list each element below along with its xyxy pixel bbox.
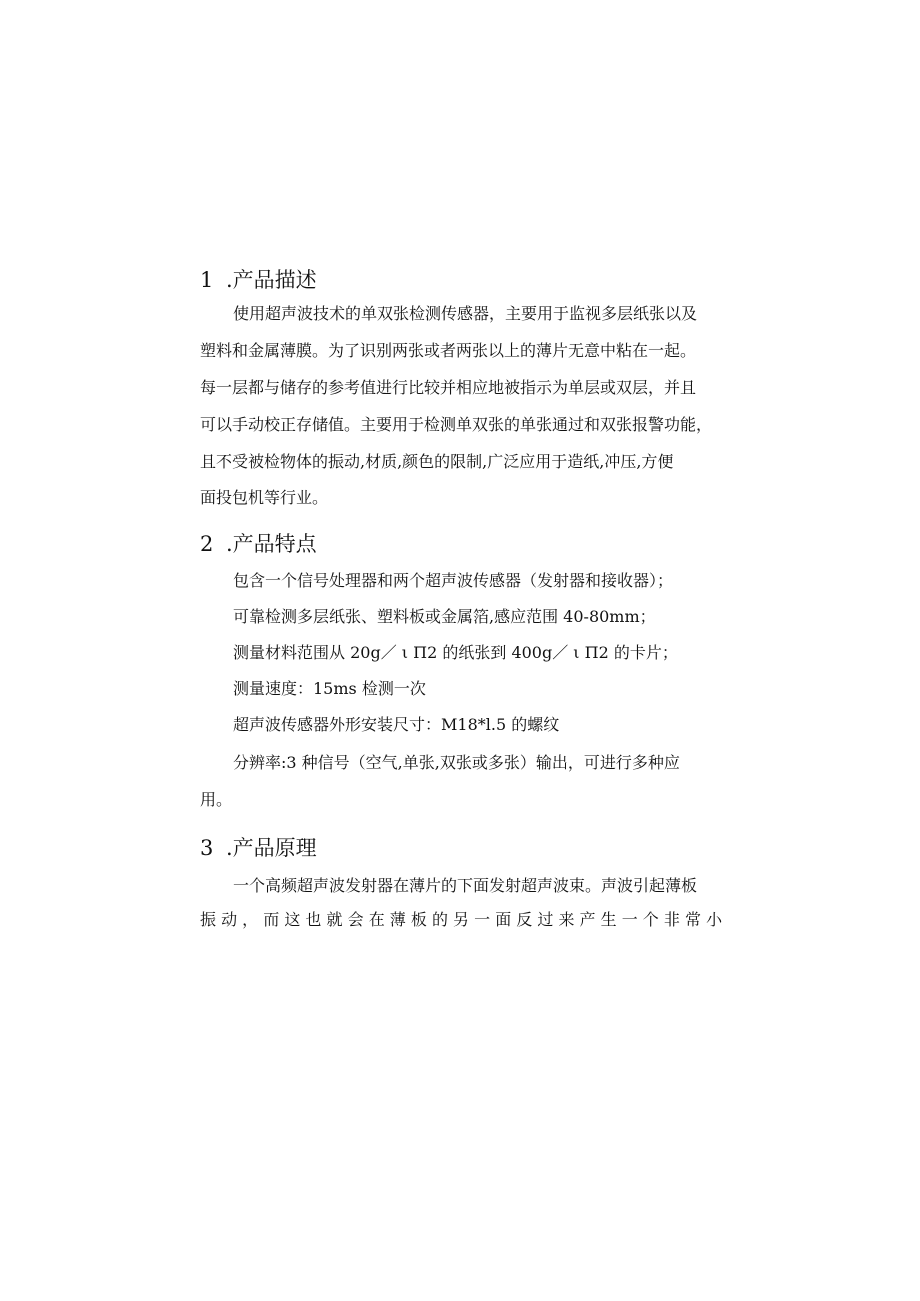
paragraph-line: 振 动 ， 而 这 也 就 会 在 薄 板 的 另 一 面 反 过 来 产 生 一 个 非 常 小 — [200, 910, 723, 929]
section-title: .产品描述 — [226, 268, 317, 292]
feature-line: 超声波传感器外形安装尺寸：M18*l.5 的螺纹 — [233, 715, 560, 734]
feature-line: 包含一个信号处理器和两个超声波传感器（发射器和接收器）； — [233, 571, 674, 590]
section-number: 2 — [200, 532, 214, 556]
section-title: .产品原理 — [226, 836, 317, 860]
section-title: .产品特点 — [226, 532, 317, 556]
section-1-heading — [200, 266, 317, 294]
paragraph-line: 一个高频超声波发射器在薄片的下面发射超声波束。声波引起薄板 — [233, 876, 698, 895]
paragraph-line: 面投包机等行业。 — [200, 488, 329, 507]
feature-line: 测量材料范围从 20g／ ι Π2 的纸张到 400g／ ι Π2 的卡片； — [233, 643, 678, 662]
feature-line: 用。 — [200, 790, 233, 809]
paragraph-line: 可以手动校正存储值。主要用于检测单双张的单张通过和双张报警功能， — [200, 415, 713, 434]
feature-line: 测量速度：15ms 检测一次 — [233, 679, 426, 698]
paragraph-line: 每一层都与储存的参考值进行比较并相应地被指示为单层或双层，并且 — [200, 378, 697, 397]
paragraph-line: 塑料和金属薄膜。为了识别两张或者两张以上的薄片无意中粘在一起。 — [200, 341, 697, 360]
section-3-heading — [200, 834, 317, 862]
section-2-heading — [200, 530, 317, 558]
paragraph-line: 且不受被检物体的振动,材质,颜色的限制,广泛应用于造纸,冲压,方便 — [200, 452, 674, 471]
paragraph-line: 使用超声波技术的单双张检测传感器，主要用于监视多层纸张以及 — [233, 304, 698, 323]
section-number: 3 — [200, 836, 214, 860]
section-number: 1 — [200, 268, 214, 292]
feature-line: 可靠检测多层纸张、塑料板或金属箔,感应范围 40-80mm； — [233, 607, 656, 626]
feature-line: 分辨率:3 种信号（空气,单张,双张或多张）输出，可进行多种应 — [233, 753, 680, 772]
